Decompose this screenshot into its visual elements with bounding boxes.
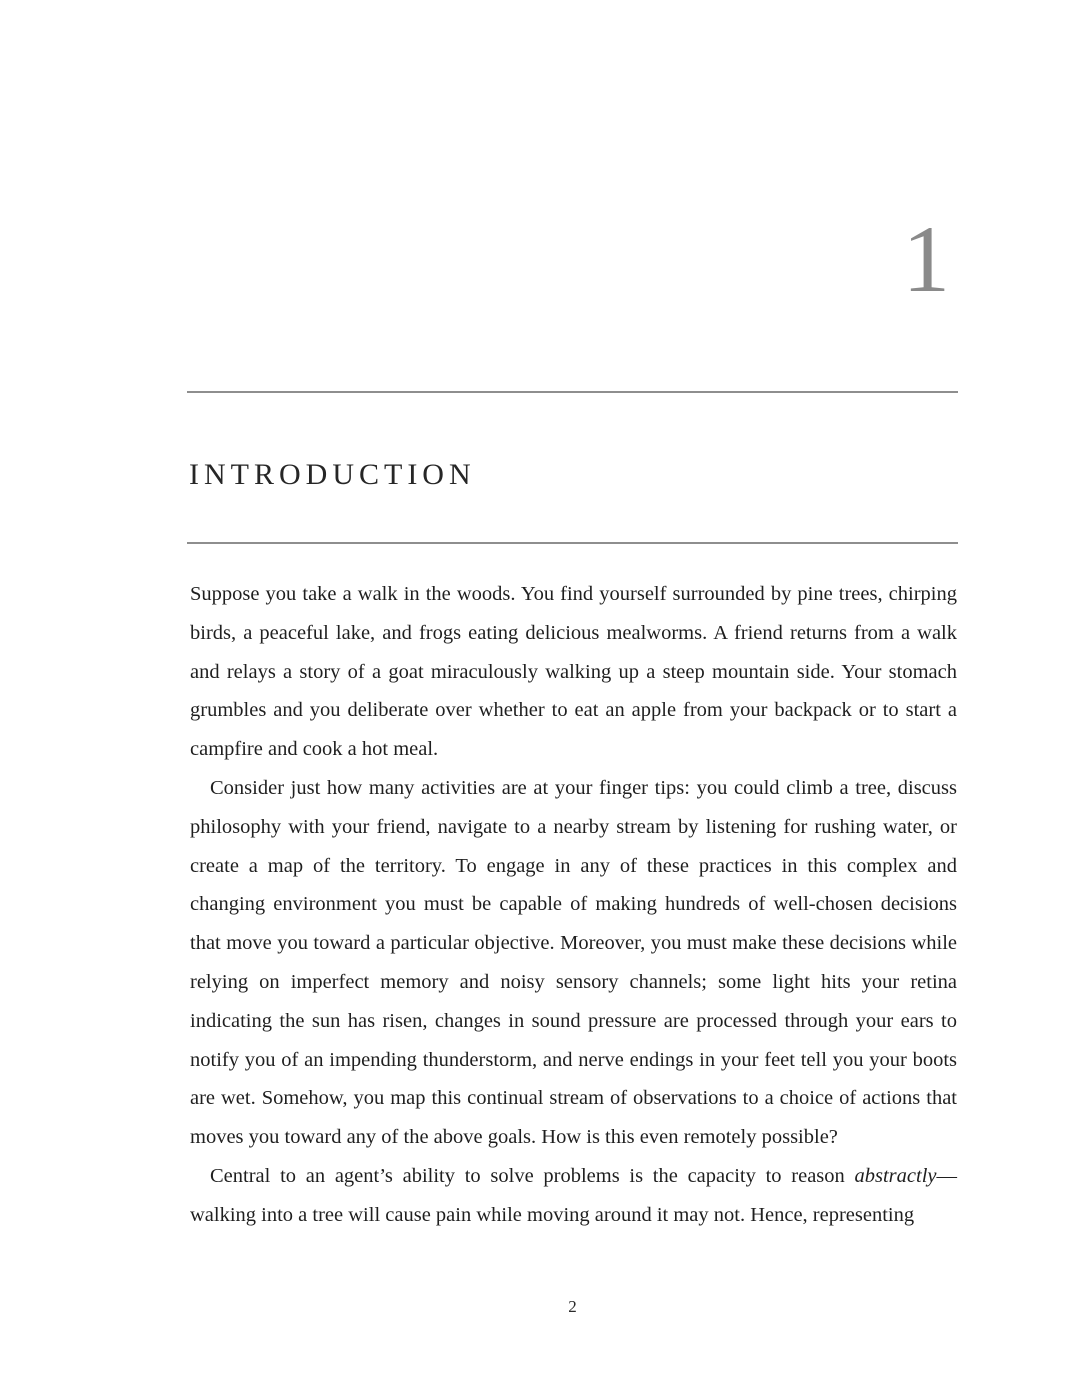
paragraph bbox=[190, 769, 957, 1157]
body-text bbox=[190, 575, 957, 1235]
chapter-number: 1 bbox=[902, 206, 950, 312]
text-segment: Suppose you take a walk in the woods. You find yourself surrounded by pine trees, chirping birds, a peaceful lake, and frogs eating delicious mealworms. A friend returns from a walk and relays a story of a goat miraculously walking up a steep mountain side. Your stomach grumbles and you deliberate over whether to eat an apple from your backpack or to start a campfire and cook a hot meal. bbox=[190, 583, 957, 761]
horizontal-rule-under-title bbox=[187, 542, 958, 544]
text-segment: Central to an agent’s ability to solve problems is the capacity to reason bbox=[210, 1164, 855, 1187]
paragraph bbox=[190, 1157, 957, 1235]
italic-text-segment: abstractly bbox=[854, 1164, 937, 1187]
text-segment: —walking into a tree will cause pain while moving around it may not. Hence, representing bbox=[190, 1164, 957, 1226]
text-column bbox=[187, 0, 958, 1397]
text-segment: Consider just how many activities are at your finger tips: you could climb a tree, discuss philosophy with your friend, navigate to a nearby stream by listening for rushing water, or create a map of the territory. To engage in any of these practices in this complex and changing environment you must be capable of making hundreds of well-chosen decisions that move you toward a particular objective. Moreover, you must make these decisions while relying on imperfect memory and noisy sensory channels; some light hits your retina indicating the sun has risen, changes in sound pressure are processed through your ears to notify you of an impending thunderstorm, and nerve endings in your feet tell you your boots are wet. Somehow, you map this continual stream of observations to a choice of actions that moves you toward any of the above goals. How is this even remotely possible? bbox=[190, 776, 957, 1149]
horizontal-rule-top bbox=[187, 391, 958, 393]
chapter-title: INTRODUCTION bbox=[189, 458, 476, 491]
paragraph bbox=[190, 575, 957, 769]
page-number: 2 bbox=[568, 1297, 577, 1316]
